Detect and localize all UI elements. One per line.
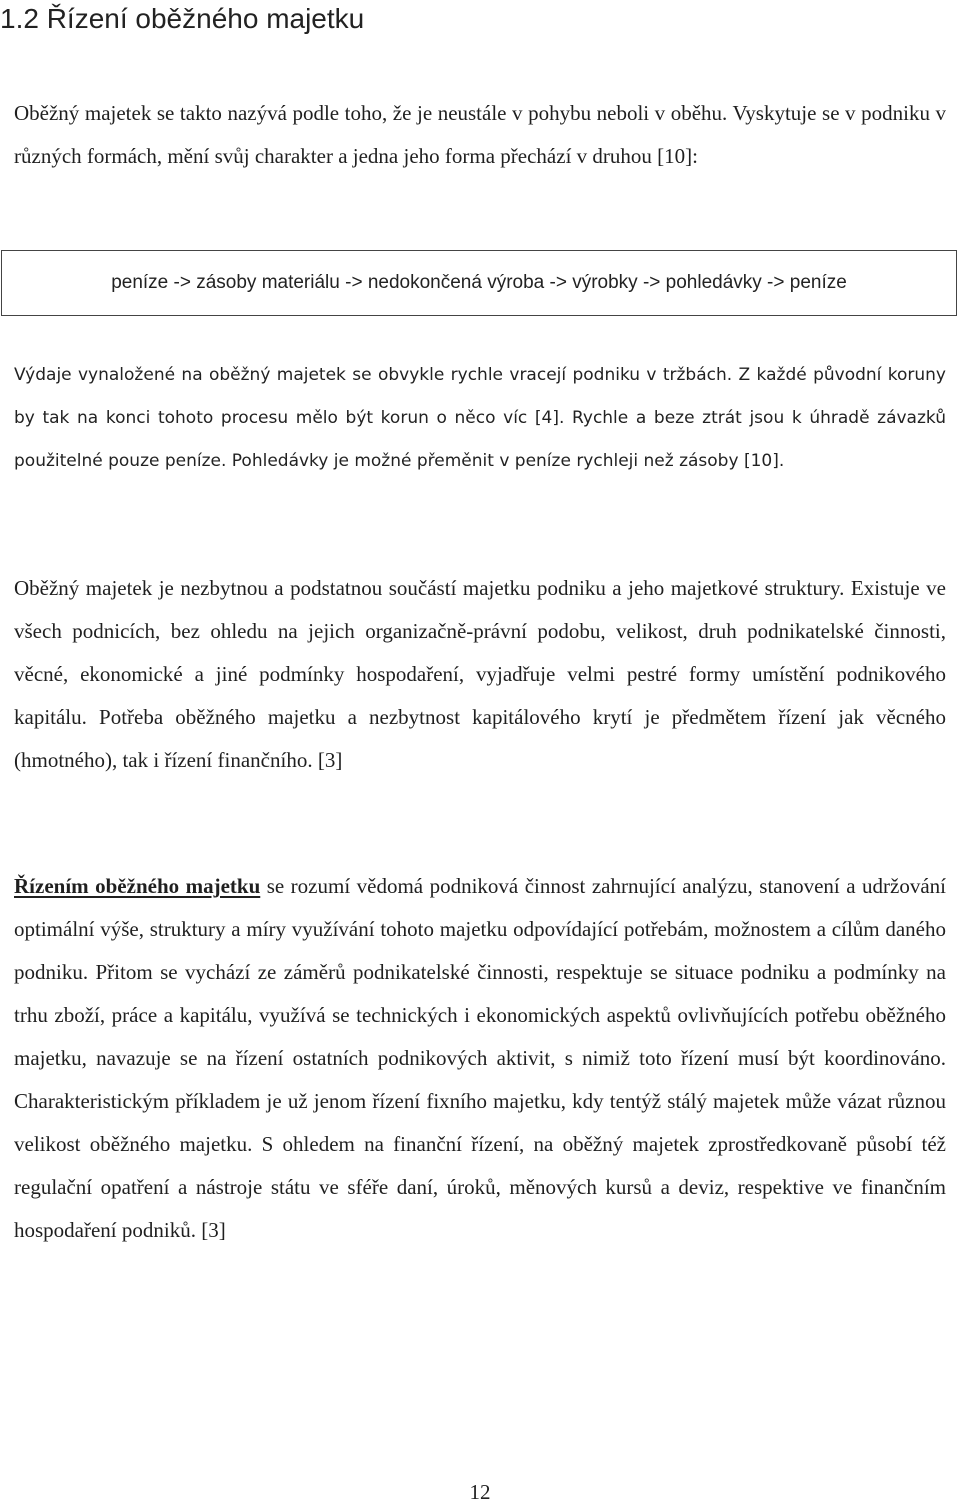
defined-term: Řízením oběžného majetku	[14, 874, 261, 898]
paragraph-management	[14, 865, 946, 1252]
section-heading: 1.2 Řízení oběžného majetku	[0, 3, 365, 34]
page-number: 12	[469, 1480, 491, 1504]
paragraph-expenses: Výdaje vynaložené na oběžný majetek se obvykle rychle vracejí podniku v tržbách. Z každé původní koruny by tak na konci tohoto procesu mělo být korun o něco víc [4]. Rychle a beze ztrát jsou k úhradě závazků použitelné pouze peníze. Pohledávky je možné přeměnit v peníze rychleji než zásoby [10].	[14, 365, 946, 471]
paragraph-intro: Oběžný majetek se takto nazývá podle toho, že je neustále v pohybu neboli v oběhu. Vyskytuje se v podniku v různých formách, mění svůj charakter a jedna jeho forma přechází v druhou [10]:	[14, 101, 946, 168]
paragraph-importance: Oběžný majetek je nezbytnou a podstatnou součástí majetku podniku a jeho majetkové struktury. Existuje ve všech podnicích, bez ohledu na jejich organizačně-právní podobu, velikost, druh podnikatelské činnosti, věcné, ekonomické a jiné podmínky hospodaření, vyjadřuje velmi pestré formy umístění podnikového kapitálu. Potřeba oběžného majetku a nezbytnost kapitálového krytí je předmětem řízení jak věcného (hmotného), tak i řízení finančního. [3]	[14, 576, 946, 772]
money-cycle-box	[1, 250, 957, 316]
money-cycle-text: peníze -> zásoby materiálu -> nedokončená výroba -> výrobky -> pohledávky -> peníze	[111, 272, 847, 293]
definition-text: se rozumí vědomá podniková činnost zahrnující analýzu, stanovení a udržování optimální výše, struktury a míry využívání tohoto majetku odpovídající potřebám, možnostem a cílům daného podniku. Přitom se vychází ze záměrů podnikatelské činnosti, respektuje se situace podniku a podmínky na trhu zboží, práce a kapitálu, využívá se technických i ekonomických aspektů ovlivňujících potřebu oběžného majetku, navazuje se na řízení ostatních podnikových aktivit, s nimiž toto řízení musí být koordinováno. Charakteristickým příkladem je už jenom řízení fixního majetku, kdy tentýž stálý majetek může vázat různou velikost oběžného majetku. S ohledem na finanční řízení, na oběžný majetek zprostředkovaně působí též regulační opatření a nástroje státu ve sféře daní, úroků, měnových kursů a deviz, respektive ve finančním hospodaření podniků. [3]	[14, 874, 946, 1242]
